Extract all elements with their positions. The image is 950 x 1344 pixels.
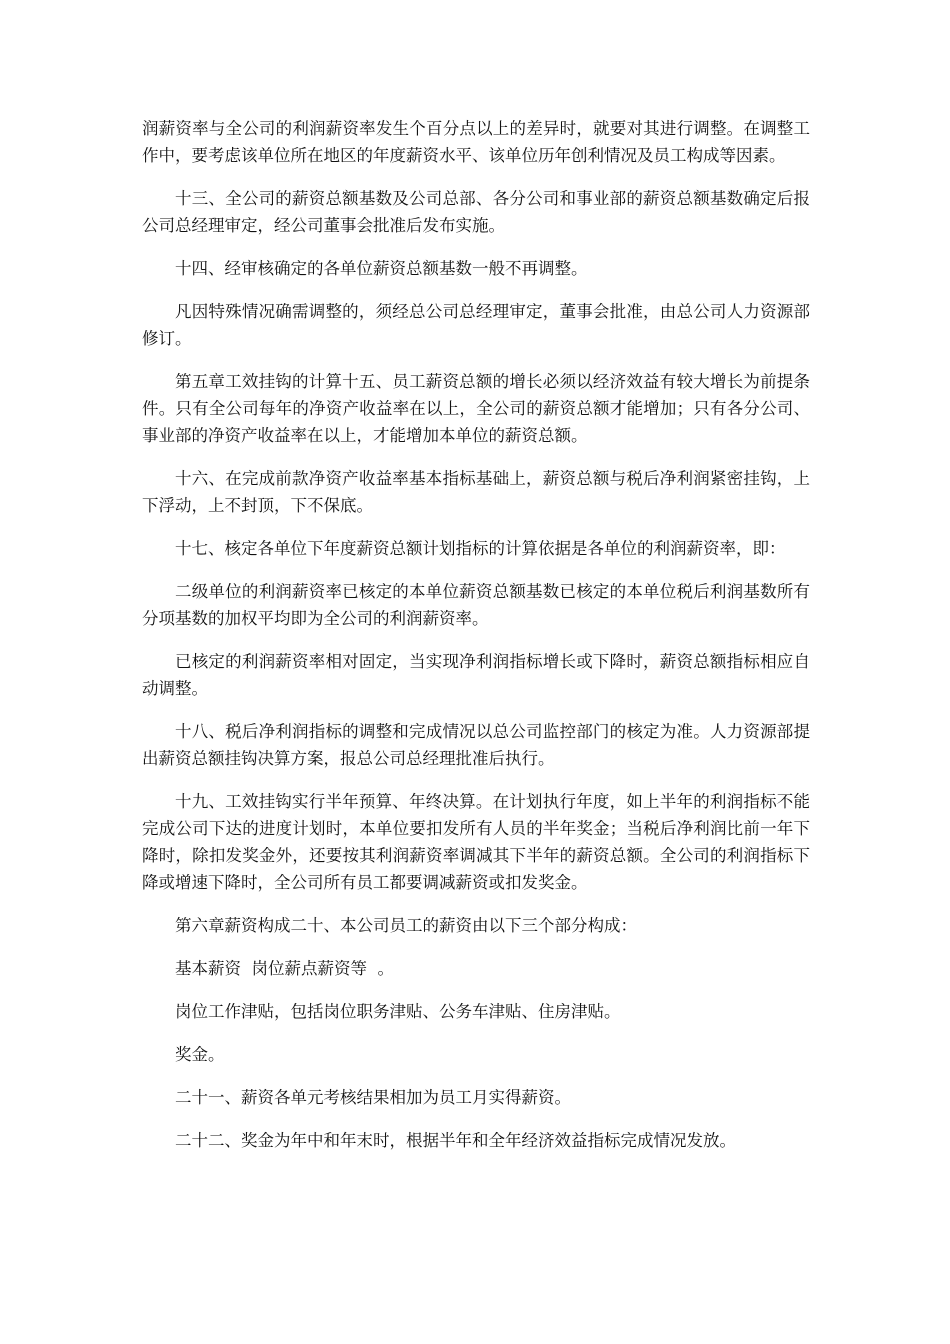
paragraph-article-14: 十四、经审核确定的各单位薪资总额基数一般不再调整。 [175,259,588,278]
paragraph-component-allowance: 岗位工作津贴，包括岗位职务津贴、公务车津贴、住房津贴。 [175,1002,621,1021]
paragraph-chapter-5-article-15: 第五章工效挂钩的计算十五、员工薪资总额的增长必须以经济效益有较大增长为前提条件。只有全公司每年的净资产收益率在以上，全公司的薪资总额才能增加；只有各分公司、事业部的净资产收益率在以上，才能增加本单位的薪资总额。 [142,372,810,445]
paragraph-article-21: 二十一、薪资各单元考核结果相加为员工月实得薪资。 [175,1088,571,1107]
paragraph-article-13: 十三、全公司的薪资总额基数及公司总部、各分公司和事业部的薪资总额基数确定后报公司总经理审定，经公司董事会批准后发布实施。 [142,189,810,235]
document-body [142,115,810,1170]
paragraph-continuation: 润薪资率与全公司的利润薪资率发生个百分点以上的差异时，就要对其进行调整。在调整工作中，要考虑该单位所在地区的年度薪资水平、该单位历年创利情况及员工构成等因素。 [142,119,810,165]
paragraph-article-16: 十六、在完成前款净资产收益率基本指标基础上，薪资总额与税后净利润紧密挂钩，上下浮动，上不封顶，下不保底。 [142,469,810,515]
paragraph-article-18: 十八、税后净利润指标的调整和完成情况以总公司监控部门的核定为准。人力资源部提出薪资总额挂钩决算方案，报总公司总经理批准后执行。 [142,722,810,768]
paragraph-article-19: 十九、工效挂钩实行半年预算、年终决算。在计划执行年度，如上半年的利润指标不能完成公司下达的进度计划时，本单位要扣发所有人员的半年奖金；当税后净利润比前一年下降时，除扣发奖金外，还要按其利润薪资率调减其下半年的薪资总额。全公司的利润指标下降或增速下降时，全公司所有员工都要调减薪资或扣发奖金。 [142,792,810,892]
paragraph-component-bonus: 奖金。 [175,1045,225,1064]
paragraph-article-17: 十七、核定各单位下年度薪资总额计划指标的计算依据是各单位的利润薪资率，即： [175,539,786,558]
paragraph-component-base-salary: 基本薪资 岗位薪点薪资等 。 [175,959,394,978]
paragraph-article-17-adjustment: 已核定的利润薪资率相对固定，当实现净利润指标增长或下降时，薪资总额指标相应自动调整。 [142,652,810,698]
paragraph-article-14-exception: 凡因特殊情况确需调整的，须经总公司总经理审定，董事会批准，由总公司人力资源部修订。 [142,302,810,348]
paragraph-article-17-formula: 二级单位的利润薪资率已核定的本单位薪资总额基数已核定的本单位税后利润基数所有分项基数的加权平均即为全公司的利润薪资率。 [142,582,810,628]
paragraph-article-22: 二十二、奖金为年中和年末时，根据半年和全年经济效益指标完成情况发放。 [175,1131,736,1150]
paragraph-chapter-6-article-20: 第六章薪资构成二十、本公司员工的薪资由以下三个部分构成： [175,916,637,935]
